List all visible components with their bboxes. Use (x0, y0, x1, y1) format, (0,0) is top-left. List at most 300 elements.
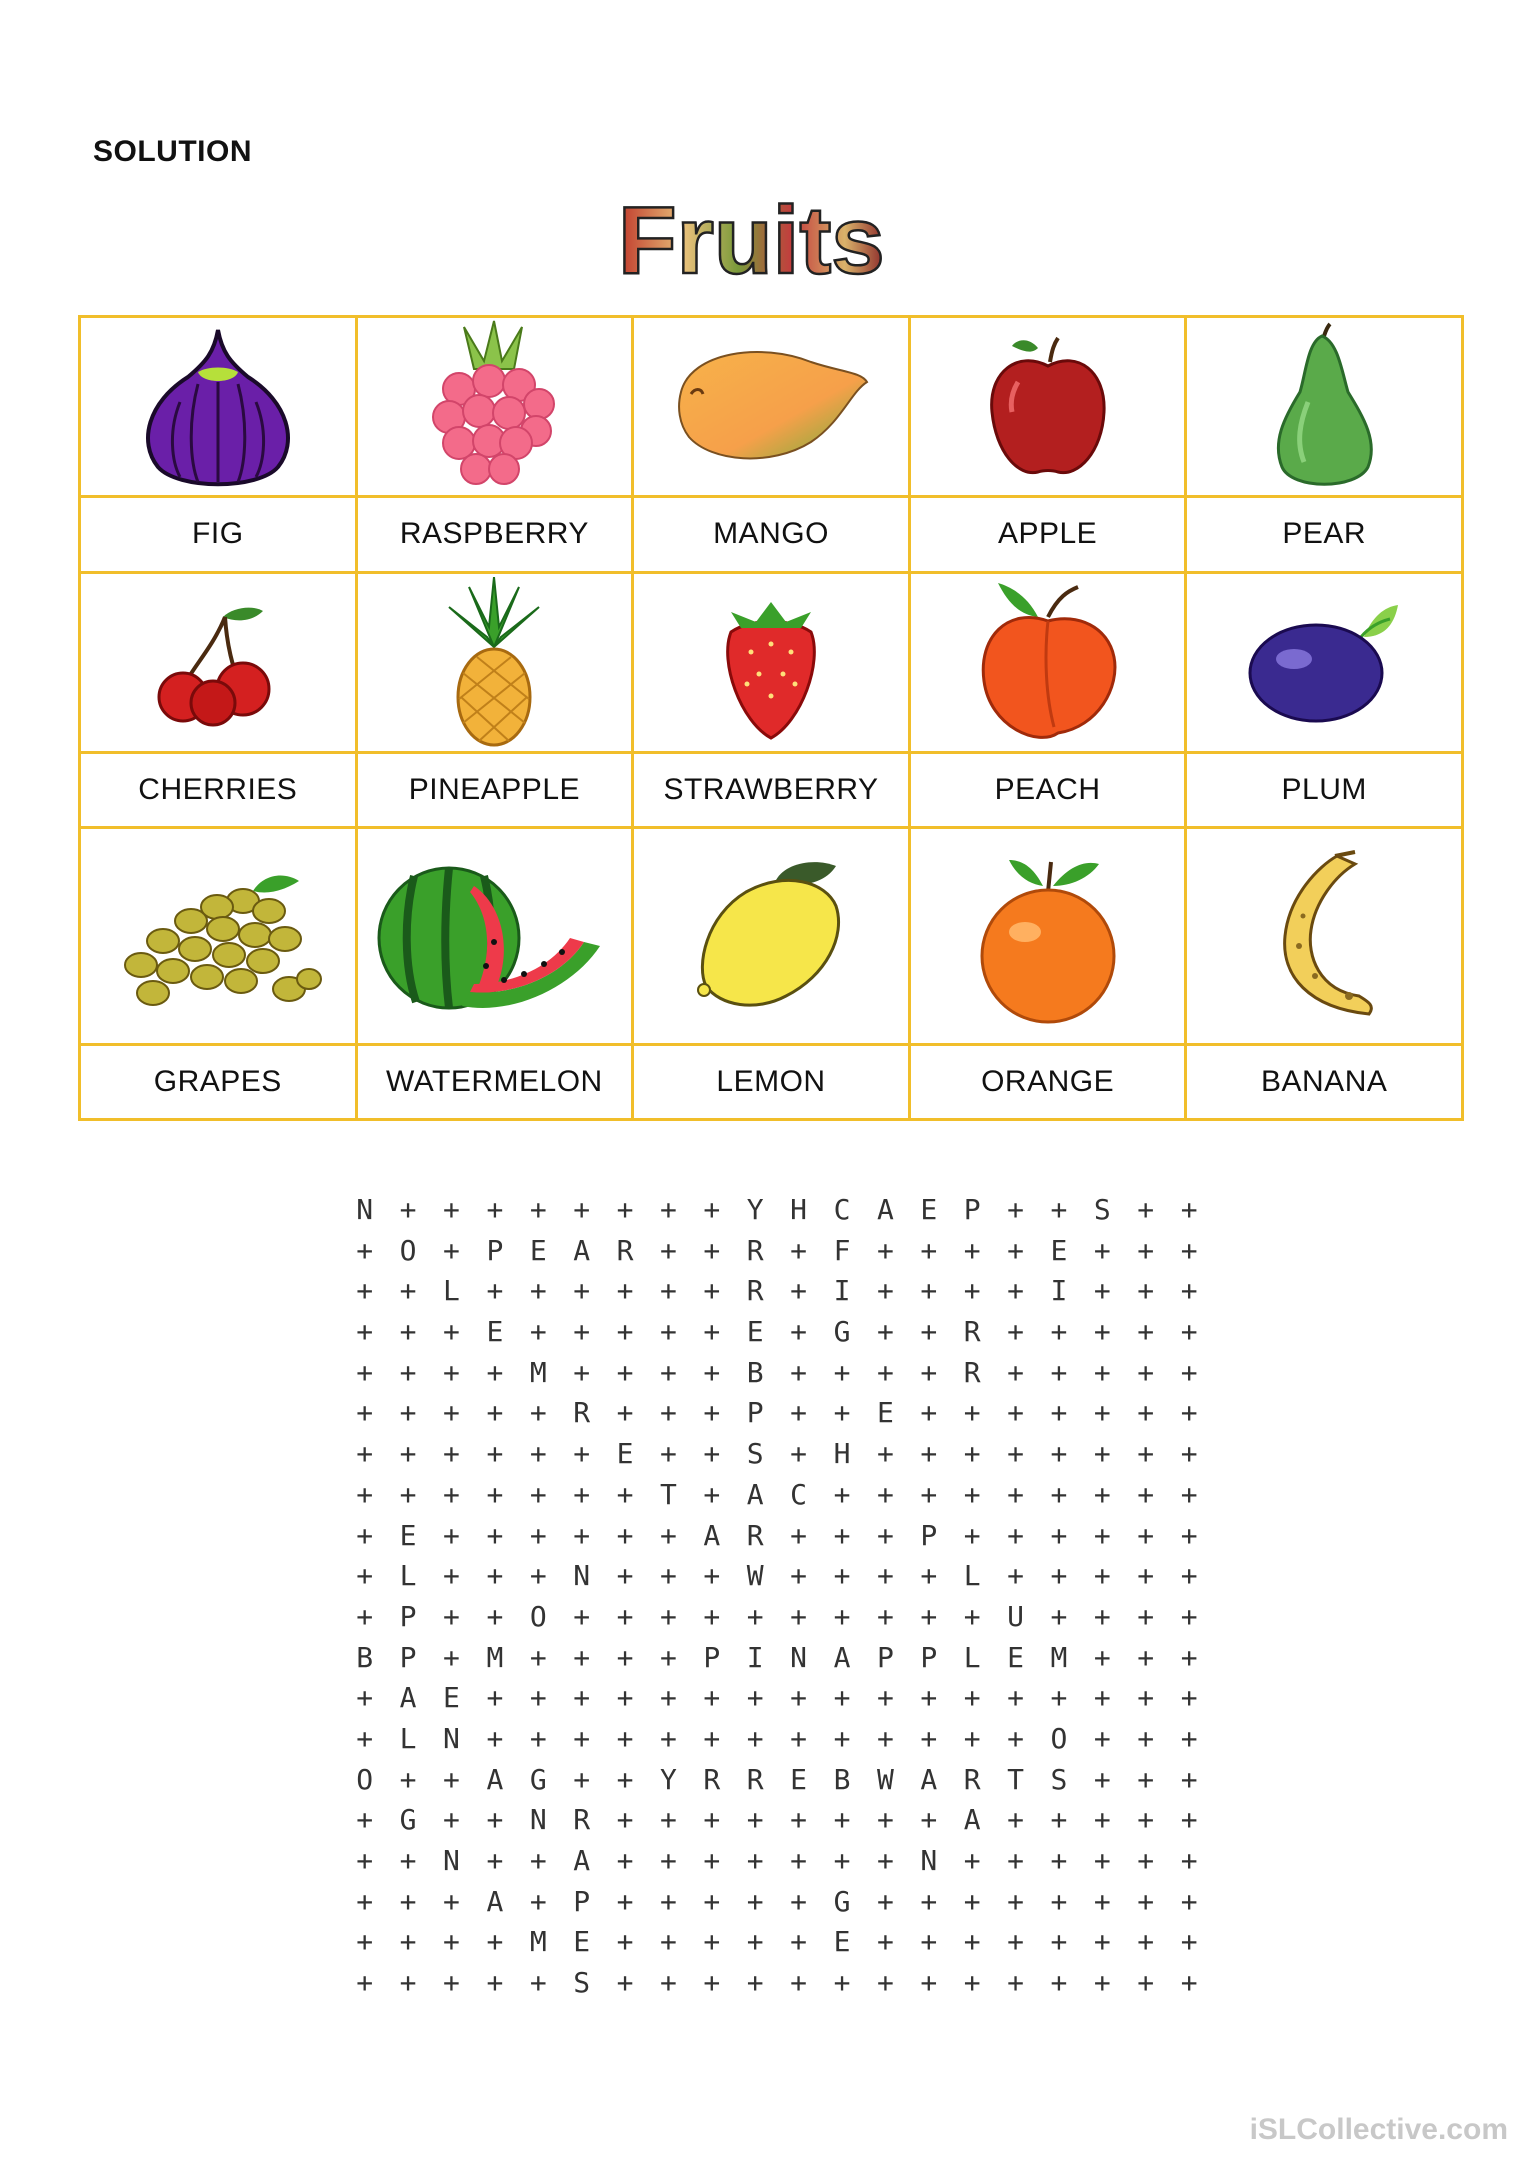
grid-cell: + (703, 1233, 721, 1267)
grid-row (343, 1519, 1211, 1560)
grapes-icon (113, 861, 323, 1011)
grid-cell: + (790, 1518, 808, 1552)
grid-cell: + (660, 1396, 677, 1430)
grid-cell: + (660, 1925, 677, 1959)
grid-cell: + (356, 1681, 374, 1715)
grid-cell: + (1180, 1274, 1198, 1308)
grid-cell: + (876, 1925, 894, 1959)
mango-cell (633, 317, 910, 497)
grid-cell: + (876, 1355, 894, 1389)
grid-cell: + (356, 1518, 374, 1552)
grid-cell: + (876, 1884, 894, 1918)
grid-cell: A (876, 1193, 894, 1226)
grid-cell: M (1050, 1640, 1068, 1674)
grid-cell: + (876, 1233, 894, 1267)
grid-cell: + (1007, 1274, 1024, 1308)
grid-cell: + (920, 1315, 938, 1349)
grid-cell: + (920, 1884, 938, 1918)
grid-cell: + (703, 1396, 721, 1430)
grid-row (343, 1234, 1211, 1275)
grid-cell: P (876, 1640, 894, 1674)
grid-cell: G (833, 1315, 851, 1349)
grid-cell: L (443, 1274, 460, 1308)
grid-cell: + (660, 1884, 677, 1918)
grid-cell: + (356, 1721, 374, 1755)
grid-cell: + (660, 1274, 677, 1308)
grid-cell: + (1093, 1315, 1111, 1349)
grid-cell: + (399, 1437, 417, 1471)
grid-cell: + (616, 1274, 634, 1308)
grid-cell: + (833, 1966, 851, 2000)
grid-cell: P (920, 1640, 938, 1674)
grid-cell: S (573, 1966, 591, 2000)
grid-cell: N (573, 1559, 591, 1593)
watermark: iSLCollective.com (1249, 2113, 1508, 2146)
grid-cell: + (790, 1966, 808, 2000)
grid-cell: + (790, 1233, 808, 1267)
apple-cell (909, 317, 1186, 497)
grid-cell: + (1050, 1599, 1068, 1633)
grid-cell: + (529, 1193, 547, 1226)
grid-cell: R (703, 1762, 721, 1796)
fruit-table (78, 315, 1464, 1121)
grid-cell: N (529, 1803, 547, 1837)
grid-cell: + (1180, 1966, 1198, 2000)
grid-cell: + (1050, 1355, 1068, 1389)
grid-cell: + (790, 1396, 808, 1430)
fruit-label: PEAR (1186, 497, 1463, 572)
grid-cell: + (616, 1803, 634, 1837)
grid-cell: + (443, 1437, 460, 1471)
grid-cell: + (1050, 1477, 1068, 1511)
grid-cell: + (1180, 1355, 1198, 1389)
strawberry-cell (633, 572, 910, 752)
grid-cell: + (356, 1355, 374, 1389)
grid-cell: + (573, 1518, 591, 1552)
grid-cell: L (963, 1640, 981, 1674)
grid-cell: + (660, 1640, 677, 1674)
grid-cell: + (486, 1437, 504, 1471)
grid-cell: + (1093, 1355, 1111, 1389)
grid-cell: P (399, 1599, 417, 1633)
grid-cell: + (703, 1681, 721, 1715)
grid-cell: + (833, 1396, 851, 1430)
grid-cell: M (529, 1925, 547, 1959)
grid-cell: A (486, 1884, 504, 1918)
grid-cell: + (443, 1640, 460, 1674)
grid-cell: + (1093, 1966, 1111, 2000)
grid-cell: + (443, 1233, 460, 1267)
grid-cell: + (356, 1925, 374, 1959)
grid-cell: A (573, 1233, 591, 1267)
fruit-label: MANGO (633, 497, 910, 572)
grid-cell: + (1137, 1193, 1155, 1226)
grid-cell: + (920, 1477, 938, 1511)
grid-cell: + (1050, 1884, 1068, 1918)
grid-cell: + (746, 1925, 764, 1959)
grid-cell: N (443, 1721, 460, 1755)
grid-cell: + (443, 1762, 460, 1796)
grid-cell: + (833, 1477, 851, 1511)
grid-cell: + (920, 1803, 938, 1837)
page-title (610, 185, 930, 295)
grid-cell: E (746, 1315, 764, 1349)
grid-cell: + (443, 1925, 460, 1959)
grid-row (343, 1193, 1211, 1234)
grid-cell: + (1093, 1844, 1111, 1877)
grid-cell: T (660, 1477, 677, 1511)
grid-cell: + (746, 1803, 764, 1837)
grid-cell: + (1093, 1884, 1111, 1918)
fig-icon (138, 322, 298, 492)
grid-cell: + (746, 1599, 764, 1633)
grid-cell: + (1180, 1193, 1198, 1226)
grid-cell: + (1007, 1925, 1024, 1959)
grid-cell: + (1180, 1721, 1198, 1755)
grid-cell: G (833, 1884, 851, 1918)
grid-cell: R (616, 1233, 634, 1267)
fruit-label: BANANA (1186, 1044, 1463, 1120)
grid-cell: + (356, 1233, 374, 1267)
grid-cell: S (1093, 1193, 1111, 1226)
grid-cell: E (1050, 1233, 1068, 1267)
grid-cell: + (963, 1233, 981, 1267)
grid-cell: + (1180, 1925, 1198, 1959)
raspberry-cell (356, 317, 633, 497)
grid-cell: + (399, 1884, 417, 1918)
grid-cell: + (1180, 1681, 1198, 1715)
apple-icon (978, 332, 1118, 482)
grid-cell: + (573, 1640, 591, 1674)
grid-cell: + (660, 1721, 677, 1755)
grid-cell: + (443, 1518, 460, 1552)
plum-cell (1186, 572, 1463, 752)
grid-cell: + (616, 1518, 634, 1552)
grid-row (343, 1844, 1211, 1885)
grid-row (343, 1274, 1211, 1315)
grid-cell: + (703, 1355, 721, 1389)
grid-cell: + (443, 1396, 460, 1430)
grid-cell: + (876, 1518, 894, 1552)
grid-cell: + (790, 1437, 808, 1471)
grid-cell: O (356, 1762, 374, 1796)
grid-cell: + (486, 1193, 504, 1226)
grid-cell: + (399, 1844, 417, 1877)
grid-cell: A (486, 1762, 504, 1796)
grid-cell: + (399, 1966, 417, 2000)
grid-row (343, 1641, 1211, 1682)
grid-cell: + (876, 1681, 894, 1715)
grid-cell: A (920, 1762, 938, 1796)
grid-cell: + (833, 1599, 851, 1633)
grid-cell: + (399, 1925, 417, 1959)
grid-cell: + (616, 1193, 634, 1226)
grid-cell: E (573, 1925, 591, 1959)
grid-cell: + (920, 1966, 938, 2000)
grid-cell: + (1007, 1518, 1024, 1552)
grid-cell: P (703, 1640, 721, 1674)
grid-cell: + (1050, 1681, 1068, 1715)
grid-cell: + (1050, 1925, 1068, 1959)
grid-cell: + (1137, 1640, 1155, 1674)
grid-cell: + (1180, 1844, 1198, 1877)
grid-cell: + (1050, 1844, 1068, 1877)
grid-cell: + (790, 1355, 808, 1389)
grid-cell: + (616, 1315, 634, 1349)
grid-cell: + (529, 1518, 547, 1552)
grid-cell: + (746, 1884, 764, 1918)
grid-cell: + (1137, 1681, 1155, 1715)
fig-cell (80, 317, 357, 497)
grid-cell: + (876, 1559, 894, 1593)
grid-cell: + (573, 1721, 591, 1755)
grid-cell: + (746, 1721, 764, 1755)
grid-cell: + (486, 1518, 504, 1552)
grid-cell: + (573, 1437, 591, 1471)
grid-cell: R (746, 1518, 764, 1552)
grid-cell: I (833, 1274, 851, 1308)
cherries-icon (153, 597, 283, 727)
grid-cell: R (573, 1396, 591, 1430)
grid-cell: M (529, 1355, 547, 1389)
grid-cell: + (1007, 1355, 1024, 1389)
grid-cell: + (876, 1477, 894, 1511)
grid-cell: + (1137, 1803, 1155, 1837)
pear-icon (1264, 322, 1384, 492)
grid-cell: + (703, 1274, 721, 1308)
grid-cell: + (1007, 1681, 1024, 1715)
grid-cell: N (356, 1193, 374, 1226)
grid-cell: + (443, 1355, 460, 1389)
raspberry-icon (414, 319, 574, 494)
grid-cell: + (486, 1355, 504, 1389)
grid-cell: + (529, 1437, 547, 1471)
grid-row (343, 1356, 1211, 1397)
grid-cell: + (920, 1396, 938, 1430)
fruit-label: GRAPES (80, 1044, 357, 1120)
grid-cell: + (486, 1966, 504, 2000)
grid-row (343, 1966, 1211, 2007)
banana-icon (1259, 846, 1389, 1026)
grid-cell: O (529, 1599, 547, 1633)
grid-cell: + (833, 1518, 851, 1552)
grid-cell: + (703, 1599, 721, 1633)
grid-cell: + (1180, 1640, 1198, 1674)
grid-cell: + (529, 1966, 547, 2000)
grid-cell: + (486, 1844, 504, 1877)
grid-cell: + (573, 1355, 591, 1389)
grid-cell: + (963, 1518, 981, 1552)
grid-cell: + (1137, 1355, 1155, 1389)
grid-cell: + (356, 1884, 374, 1918)
title-text: Fruits (618, 187, 885, 294)
grid-cell: + (529, 1721, 547, 1755)
grid-cell: + (1007, 1315, 1024, 1349)
grid-cell: + (356, 1559, 374, 1593)
grid-cell: + (573, 1315, 591, 1349)
grid-cell: + (616, 1640, 634, 1674)
grid-cell: + (963, 1844, 981, 1877)
grid-cell: + (399, 1396, 417, 1430)
grid-cell: N (443, 1844, 460, 1877)
fruit-label: ORANGE (909, 1044, 1186, 1120)
grid-cell: + (529, 1315, 547, 1349)
pineapple-cell (356, 572, 633, 752)
grid-cell: + (1137, 1437, 1155, 1471)
grid-cell: + (963, 1925, 981, 1959)
grid-cell: + (573, 1477, 591, 1511)
grid-cell: + (486, 1477, 504, 1511)
grid-cell: + (703, 1315, 721, 1349)
grid-cell: + (486, 1925, 504, 1959)
grid-cell: P (399, 1640, 417, 1674)
grid-cell: + (529, 1559, 547, 1593)
grid-cell: A (963, 1803, 981, 1837)
grid-cell: + (1050, 1966, 1068, 2000)
fruit-label: PINEAPPLE (356, 752, 633, 827)
grid-cell: B (746, 1355, 764, 1389)
watermelon-cell (356, 828, 633, 1044)
grid-cell: + (1007, 1721, 1024, 1755)
grid-cell: + (1137, 1559, 1155, 1593)
grid-cell: + (703, 1721, 721, 1755)
grid-cell: + (920, 1274, 938, 1308)
grid-cell: + (1007, 1966, 1024, 2000)
grid-cell: + (616, 1925, 634, 1959)
grid-cell: + (486, 1559, 504, 1593)
fruit-label: CHERRIES (80, 752, 357, 827)
grid-cell: + (1180, 1315, 1198, 1349)
grid-cell: E (876, 1396, 894, 1430)
grid-cell: + (703, 1559, 721, 1593)
grid-cell: + (746, 1844, 764, 1877)
grid-cell: + (703, 1966, 721, 2000)
grid-cell: + (1007, 1396, 1024, 1430)
grid-cell: + (963, 1477, 981, 1511)
grid-cell: + (660, 1355, 677, 1389)
grid-cell: + (1093, 1233, 1111, 1267)
grid-cell: + (790, 1803, 808, 1837)
grid-cell: + (876, 1437, 894, 1471)
grid-cell: + (963, 1966, 981, 2000)
mango-icon (671, 342, 871, 472)
fruit-label: LEMON (633, 1044, 910, 1120)
grid-cell: + (1093, 1925, 1111, 1959)
grapes-cell (80, 828, 357, 1044)
grid-cell: + (1137, 1844, 1155, 1877)
grid-cell: + (660, 1193, 677, 1226)
grid-cell: + (1007, 1803, 1024, 1837)
grid-cell: + (1137, 1762, 1155, 1796)
grid-cell: W (876, 1762, 894, 1796)
grid-cell: + (660, 1966, 677, 2000)
grid-cell: + (529, 1844, 547, 1877)
grid-cell: A (399, 1681, 417, 1715)
grid-cell: + (486, 1274, 504, 1308)
grid-cell: N (920, 1844, 938, 1877)
grid-cell: + (1180, 1559, 1198, 1593)
grid-cell: + (486, 1396, 504, 1430)
grid-cell: + (660, 1599, 677, 1633)
grid-cell: + (876, 1966, 894, 2000)
grid-cell: + (660, 1681, 677, 1715)
grid-cell: I (1050, 1274, 1068, 1308)
grid-cell: + (486, 1681, 504, 1715)
grid-cell: + (963, 1884, 981, 1918)
grid-cell: + (356, 1844, 374, 1877)
grid-cell: + (1093, 1721, 1111, 1755)
grid-cell: + (1180, 1396, 1198, 1430)
grid-cell: + (1180, 1599, 1198, 1633)
grid-cell: B (356, 1640, 374, 1674)
plum-icon (1244, 597, 1404, 727)
peach-icon (968, 577, 1128, 747)
grid-cell: + (443, 1315, 460, 1349)
grid-cell: A (573, 1844, 591, 1877)
grid-cell: + (920, 1355, 938, 1389)
grid-cell: + (529, 1477, 547, 1511)
grid-cell: + (703, 1844, 721, 1877)
grid-cell: + (660, 1315, 677, 1349)
grid-cell: N (790, 1640, 808, 1674)
grid-cell: + (790, 1599, 808, 1633)
grid-cell: + (1180, 1884, 1198, 1918)
grid-cell: U (1007, 1599, 1024, 1633)
grid-cell: C (790, 1477, 808, 1511)
grid-cell: + (356, 1274, 374, 1308)
grid-cell: + (703, 1884, 721, 1918)
grid-cell: + (616, 1599, 634, 1633)
grid-cell: + (1137, 1925, 1155, 1959)
grid-cell: H (833, 1437, 851, 1471)
grid-cell: F (833, 1233, 851, 1267)
grid-cell: B (833, 1762, 851, 1796)
grid-cell: + (1050, 1518, 1068, 1552)
grid-cell: L (963, 1559, 981, 1593)
grid-cell: E (443, 1681, 460, 1715)
grid-cell: R (746, 1233, 764, 1267)
grid-cell: + (399, 1315, 417, 1349)
grid-cell: + (616, 1721, 634, 1755)
grid-cell: + (1137, 1396, 1155, 1430)
grid-cell: + (573, 1762, 591, 1796)
pear-cell (1186, 317, 1463, 497)
grid-cell: S (746, 1437, 764, 1471)
grid-cell: + (790, 1681, 808, 1715)
grid-cell: + (833, 1559, 851, 1593)
grid-cell: E (616, 1437, 634, 1471)
grid-cell: + (1180, 1518, 1198, 1552)
grid-cell: + (443, 1193, 460, 1226)
grid-cell: + (529, 1274, 547, 1308)
grid-cell: + (660, 1518, 677, 1552)
grid-cell: + (1137, 1599, 1155, 1633)
grid-cell: + (1007, 1477, 1024, 1511)
grid-cell: + (703, 1803, 721, 1837)
grid-cell: M (486, 1640, 504, 1674)
grid-cell: + (1007, 1193, 1024, 1226)
grid-cell: + (616, 1477, 634, 1511)
grid-cell: W (746, 1559, 764, 1593)
grid-cell: + (573, 1681, 591, 1715)
grid-cell: + (790, 1721, 808, 1755)
grid-row (343, 1396, 1211, 1437)
grid-cell: P (486, 1233, 504, 1267)
grid-cell: + (876, 1803, 894, 1837)
grid-cell: G (399, 1803, 417, 1837)
grid-cell: R (963, 1762, 981, 1796)
grid-cell: + (1007, 1884, 1024, 1918)
